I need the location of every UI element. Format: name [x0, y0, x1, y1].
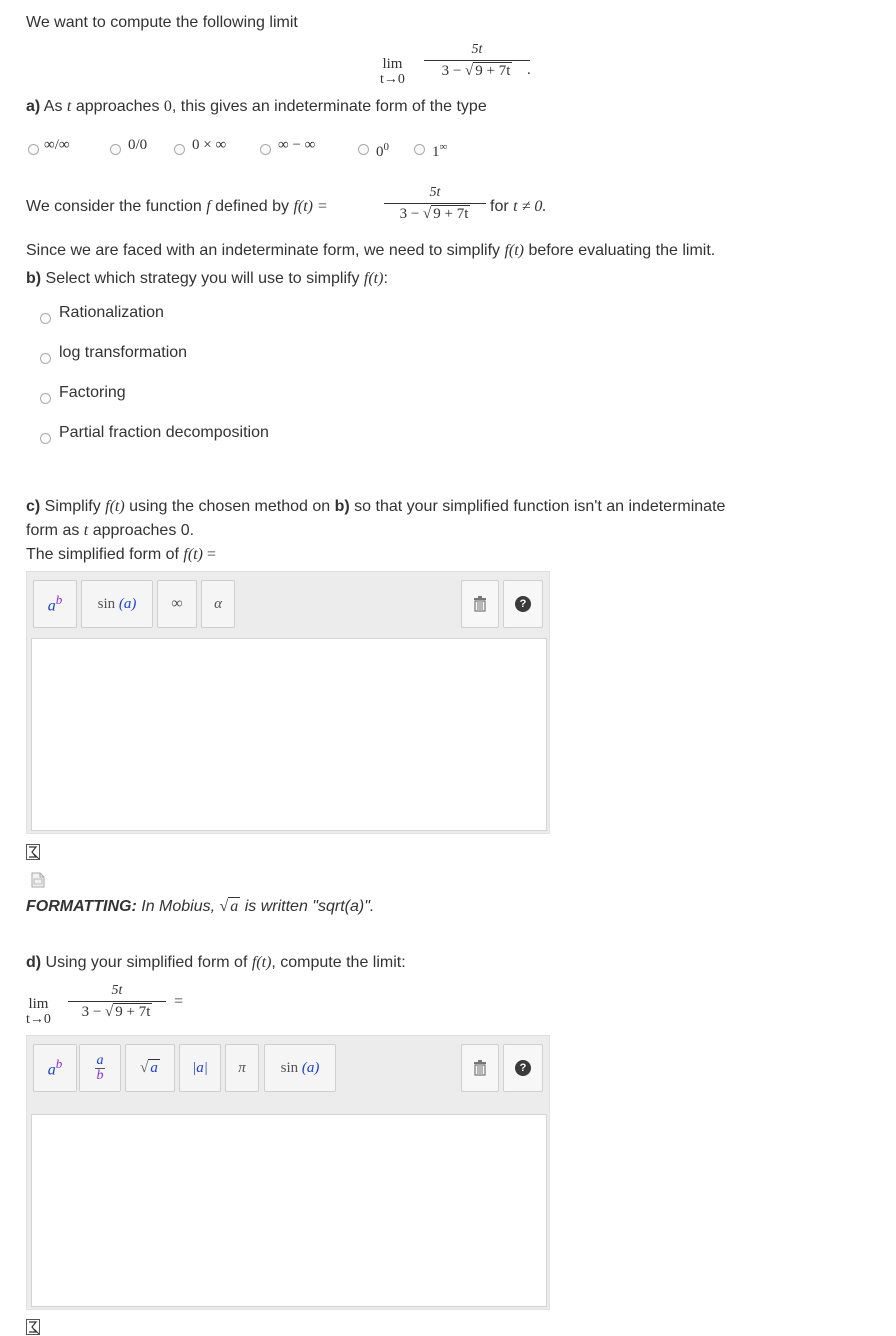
document-preview-icon[interactable]	[31, 872, 45, 888]
trash-icon	[473, 1060, 487, 1076]
abs-button[interactable]: |a|	[179, 1044, 221, 1092]
equation-preview-icon[interactable]	[26, 844, 40, 860]
radio-option-inf-minus-inf[interactable]	[260, 144, 271, 155]
help-icon: ?	[515, 596, 531, 612]
radio-option-one-pow-inf[interactable]	[414, 144, 425, 155]
option-inf-over-inf: ∞/∞	[44, 137, 70, 153]
formatting-note: FORMATTING: In Mobius, √ a is written "sqrt(a)".	[26, 898, 375, 915]
function-condition: for t ≠ 0.	[490, 198, 547, 215]
limit-operator: lim t→0	[380, 56, 405, 87]
option-zero-pow-zero: $0^0$	[376, 141, 389, 160]
pi-button[interactable]: π	[225, 1044, 259, 1092]
option-inf-minus-inf: ∞ − ∞	[278, 137, 316, 153]
limit-operator-d: lim t→0	[26, 996, 51, 1027]
part-c-line1: c) Simplify f(t) using the chosen method on b) so that your simplified function isn't an indeterminate	[26, 498, 726, 515]
intro-text: We want to compute the following limit	[26, 14, 298, 31]
sin-button-d[interactable]: sin (a)	[264, 1044, 336, 1092]
part-a-question: a) As t approaches 0, this gives an indeterminate form of the type	[26, 98, 487, 115]
help-button-d[interactable]	[503, 1044, 543, 1092]
equation-editor-d	[26, 1035, 550, 1310]
option-one-pow-inf: 1∞	[432, 141, 448, 160]
radio-option-zero-over-zero[interactable]	[110, 144, 121, 155]
sqrt-button[interactable]: √ a	[125, 1044, 175, 1092]
alpha-button[interactable]: α	[201, 580, 235, 628]
infinity-button[interactable]: ∞	[157, 580, 197, 628]
since-text: Since we are faced with an indeterminate form, we need to simplify f(t) before evaluating the limit.	[26, 242, 716, 259]
part-b-question: b) Select which strategy you will use to simplify f(t):	[26, 270, 388, 287]
function-fraction: 5t 3 − √ 9 + 7t	[384, 185, 486, 223]
delete-button-d[interactable]	[461, 1044, 499, 1092]
radio-factoring[interactable]	[40, 393, 51, 404]
part-c-line3: The simplified form of f(t) =	[26, 546, 216, 563]
power-button[interactable]: $a^b$	[33, 580, 77, 628]
equation-preview-icon-d[interactable]	[26, 1319, 40, 1335]
sin-button[interactable]: sin (a)	[81, 580, 153, 628]
help-button[interactable]	[503, 580, 543, 628]
trash-icon	[473, 596, 487, 612]
option-factoring: Factoring	[59, 384, 126, 401]
equation-editor-c	[26, 571, 550, 834]
radio-log-transformation[interactable]	[40, 353, 51, 364]
part-c-line2: form as t approaches 0.	[26, 522, 195, 539]
help-icon: ?	[515, 1060, 531, 1076]
equals-sign: =	[174, 993, 184, 1010]
radio-partial-fraction[interactable]	[40, 433, 51, 444]
answer-input-d[interactable]	[31, 1114, 547, 1307]
radio-option-zero-pow-zero[interactable]	[358, 144, 369, 155]
fraction-button[interactable]: a b	[79, 1044, 121, 1092]
option-zero-times-inf: 0 × ∞	[192, 137, 227, 153]
part-d-question: d) Using your simplified form of f(t), compute the limit:	[26, 954, 406, 971]
answer-input-c[interactable]	[31, 638, 547, 831]
limit-fraction-d: 5t 3 − √ 9 + 7t	[68, 983, 166, 1021]
function-definition: We consider the function f defined by f(t) =	[26, 198, 328, 215]
delete-button[interactable]	[461, 580, 499, 628]
option-log-transformation: log transformation	[59, 344, 188, 361]
option-rationalization: Rationalization	[59, 304, 164, 321]
power-button-d[interactable]: $a^b$	[33, 1044, 77, 1092]
option-zero-over-zero: 0/0	[128, 137, 148, 153]
option-partial-fraction: Partial fraction decomposition	[59, 424, 269, 441]
radio-rationalization[interactable]	[40, 313, 51, 324]
limit-fraction: 5t 3 − √ 9 + 7t	[424, 42, 530, 80]
radio-option-zero-times-inf[interactable]	[174, 144, 185, 155]
radio-option-inf-over-inf[interactable]	[28, 144, 39, 155]
